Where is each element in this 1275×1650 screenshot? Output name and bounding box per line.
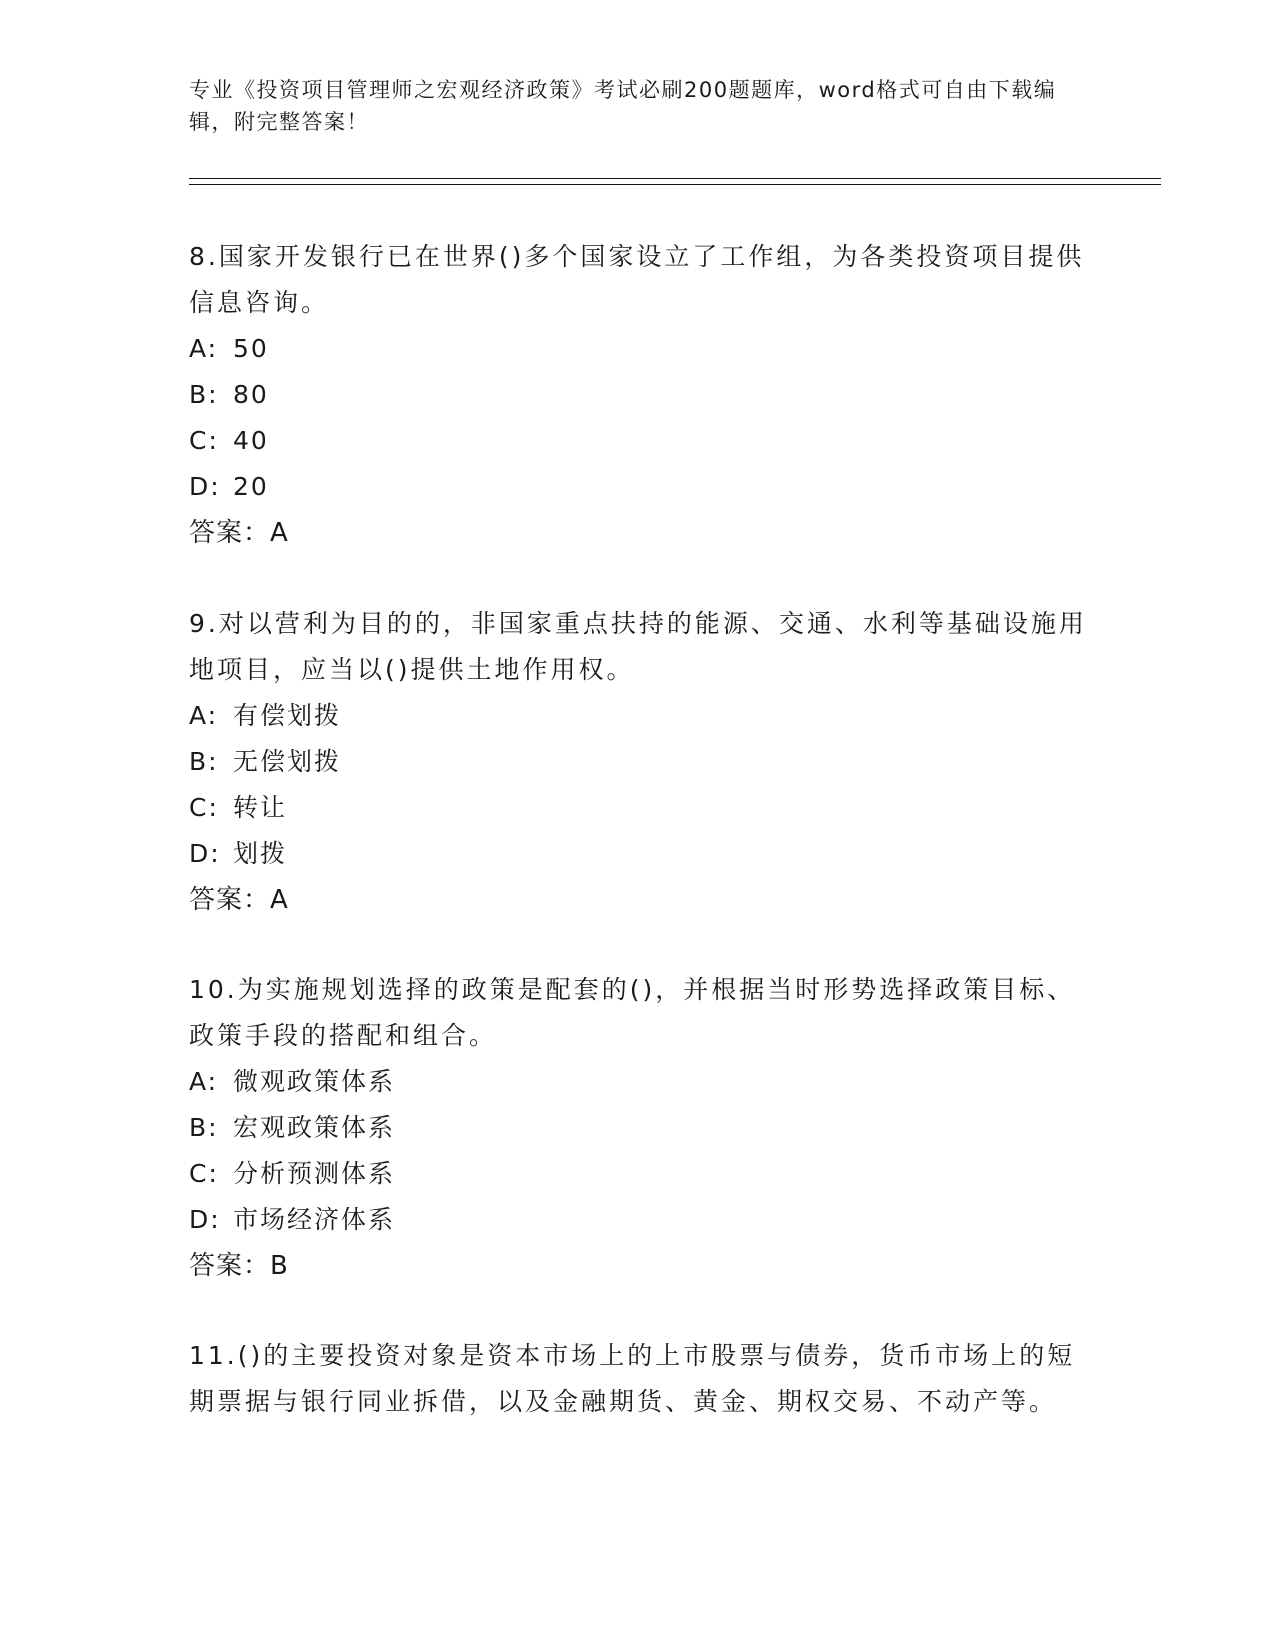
answer-line: 答案：A (189, 518, 289, 548)
option-text: 市场经济体系 (233, 1205, 396, 1234)
option-text: 宏观政策体系 (233, 1113, 396, 1142)
option-a (189, 693, 1089, 739)
option-c (189, 785, 1089, 831)
option-letter: B: (189, 1113, 219, 1142)
option-text: 80 (233, 380, 269, 409)
header-divider-bottom (189, 184, 1161, 185)
question-text: 8.国家开发银行已在世界()多个国家设立了工作组，为各类投资项目提供信息咨询。 (189, 242, 1085, 317)
option-text: 20 (233, 472, 269, 501)
option-a (189, 1059, 1089, 1105)
question-block (189, 1333, 1089, 1425)
question-text: 10.为实施规划选择的政策是配套的()，并根据当时形势选择政策目标、政策手段的搭配和组合。 (189, 975, 1076, 1050)
option-letter: B: (189, 380, 219, 409)
option-letter: A: (189, 701, 219, 730)
option-c (189, 418, 1089, 464)
option-letter: A: (189, 1067, 219, 1096)
option-text: 转让 (233, 793, 288, 822)
question-block (189, 967, 1089, 1289)
option-text: 无偿划拨 (233, 747, 342, 776)
option-text: 划拨 (233, 839, 288, 868)
option-text: 40 (233, 426, 269, 455)
option-c (189, 1151, 1089, 1197)
option-b (189, 1105, 1089, 1151)
question-block (189, 234, 1089, 556)
option-d (189, 464, 1089, 510)
question-text: 11.()的主要投资对象是资本市场上的上市股票与债券，货币市场上的短期票据与银行同业拆借，以及金融期货、黄金、期权交易、不动产等。 (189, 1341, 1076, 1416)
question-block (189, 601, 1089, 923)
option-letter: B: (189, 747, 219, 776)
option-letter: D: (189, 472, 221, 501)
answer-line: 答案：A (189, 885, 289, 915)
answer-line: 答案：B (189, 1251, 289, 1281)
option-d (189, 1197, 1089, 1243)
option-text: 50 (233, 334, 269, 363)
option-text: 微观政策体系 (233, 1067, 396, 1096)
header-divider-top (189, 178, 1161, 179)
option-text: 分析预测体系 (233, 1159, 396, 1188)
option-letter: C: (189, 1159, 219, 1188)
option-b (189, 739, 1089, 785)
option-b (189, 372, 1089, 418)
question-text: 9.对以营利为目的的，非国家重点扶持的能源、交通、水利等基础设施用地项目，应当以()提供土地作用权。 (189, 609, 1087, 684)
document-header: 专业《投资项目管理师之宏观经济政策》考试必刷200题题库，word格式可自由下载编辑，附完整答案！ (189, 78, 1057, 134)
option-a (189, 326, 1089, 372)
option-d (189, 831, 1089, 877)
option-letter: D: (189, 839, 221, 868)
option-letter: C: (189, 793, 219, 822)
option-letter: A: (189, 334, 219, 363)
option-letter: C: (189, 426, 219, 455)
option-text: 有偿划拨 (233, 701, 342, 730)
option-letter: D: (189, 1205, 221, 1234)
